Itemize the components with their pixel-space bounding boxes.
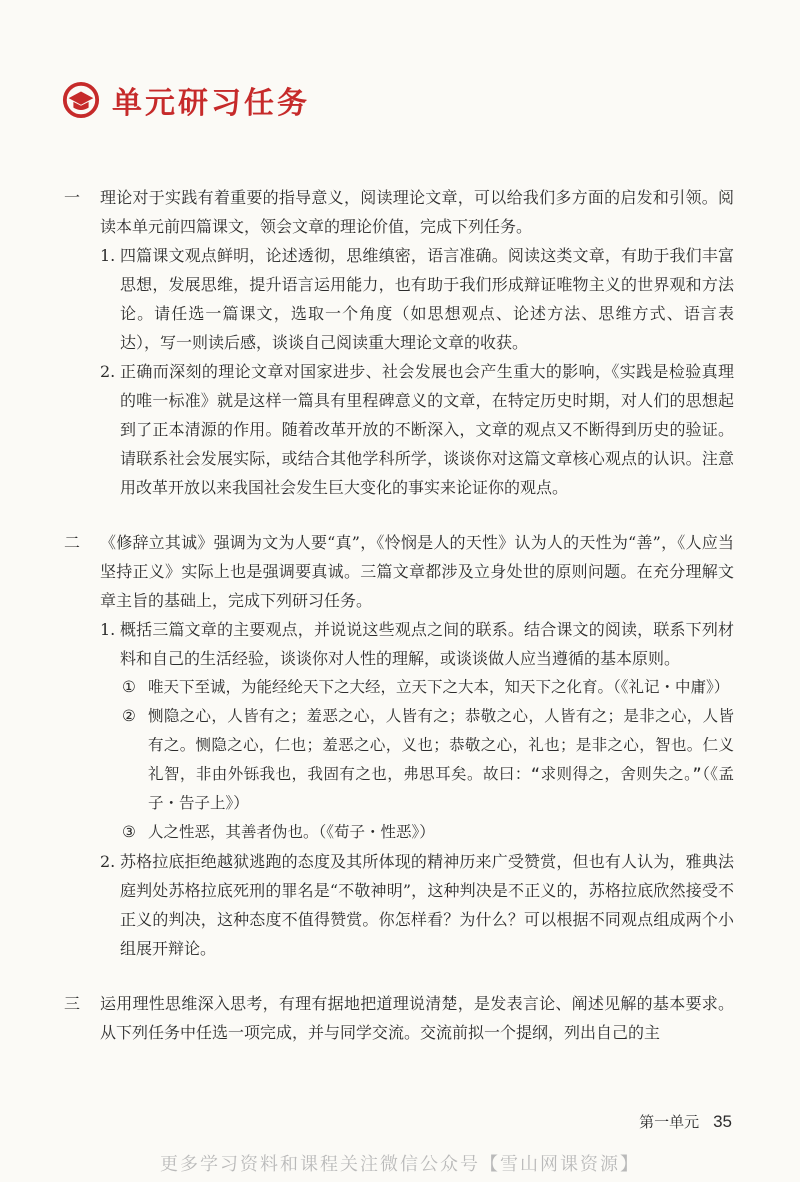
page-title: 单元研习任务 <box>112 86 310 121</box>
section-one <box>64 183 734 502</box>
graduation-cap-icon <box>62 81 100 119</box>
page-footer <box>639 1111 732 1132</box>
section-number: 二 <box>64 533 81 552</box>
item-number: 2. <box>100 362 116 381</box>
quote-number: ② <box>122 707 136 725</box>
unit-label: 第一单元 <box>639 1113 700 1131</box>
quote-number: ③ <box>122 823 136 841</box>
quote-item <box>122 702 734 818</box>
quote-number: ① <box>122 678 136 696</box>
task-item <box>100 241 734 357</box>
quote-text: 唯天下至诚，为能经纶天下之大经，立天下之大本，知天下之化育。（《礼记・中庸》） <box>148 678 730 696</box>
item-text: 四篇课文观点鲜明，论述透彻，思维缜密，语言准确。阅读这类文章，有助于我们丰富思想，发展思维，提升语言运用能力，也有助于我们形成辩证唯物主义的世界观和方法论。请任选一篇课文，选取一个角度（如思想观点、论述方法、思维方式、语言表达），写一则读后感，谈谈自己阅读重大理论文章的收获。 <box>120 246 734 352</box>
item-number: 1. <box>100 246 116 265</box>
section-intro: 运用理性思维深入思考，有理有据地把道理说清楚，是发表言论、阐述见解的基本要求。从下列任务中任选一项完成，并与同学交流。交流前拟一个提纲，列出自己的主 <box>100 994 734 1042</box>
quote-item <box>122 818 734 847</box>
item-number: 1. <box>100 620 116 639</box>
item-number: 2. <box>100 852 116 871</box>
task-item <box>100 615 734 847</box>
quote-text: 恻隐之心，人皆有之；羞恶之心，人皆有之；恭敬之心，人皆有之；是非之心，人皆有之。恻隐之心，仁也；羞恶之心，义也；恭敬之心，礼也；是非之心，智也。仁义礼智，非由外铄我也，我固有之也，弗思耳矣。故曰：“求则得之，舍则失之。”（《孟子・告子上》） <box>148 707 734 812</box>
section-number: 一 <box>64 188 81 207</box>
task-content <box>64 183 734 1047</box>
page-header <box>62 78 310 122</box>
page-number: 35 <box>713 1112 732 1131</box>
section-two <box>64 528 734 963</box>
task-item <box>100 357 734 502</box>
item-text: 正确而深刻的理论文章对国家进步、社会发展也会产生重大的影响，《实践是检验真理的唯一标准》就是这样一篇具有里程碑意义的文章，在特定历史时期，对人们的思想起到了正本清源的作用。随着改革开放的不断深入，文章的观点又不断得到历史的验证。请联系社会发展实际，或结合其他学科所学，谈谈你对这篇文章核心观点的认识。注意用改革开放以来我国社会发生巨大变化的事实来论证你的观点。 <box>120 362 734 497</box>
quote-text: 人之性恶，其善者伪也。（《荀子・性恶》） <box>148 823 435 841</box>
section-intro: 理论对于实践有着重要的指导意义，阅读理论文章，可以给我们多方面的启发和引领。阅读本单元前四篇课文，领会文章的理论价值，完成下列任务。 <box>100 188 734 236</box>
item-text: 苏格拉底拒绝越狱逃跑的态度及其所体现的精神历来广受赞赏，但也有人认为，雅典法庭判处苏格拉底死刑的罪名是“不敬神明”，这种判决是不正义的，苏格拉底欣然接受不正义的判决，这种态度不值得赞赏。你怎样看？为什么？可以根据不同观点组成两个小组展开辩论。 <box>120 852 734 958</box>
watermark: 更多学习资料和课程关注微信公众号【雪山网课资源】 <box>160 1154 640 1175</box>
item-text: 概括三篇文章的主要观点，并说说这些观点之间的联系。结合课文的阅读，联系下列材料和自己的生活经验，谈谈你对人性的理解，或谈谈做人应当遵循的基本原则。 <box>120 620 734 668</box>
section-three <box>64 989 734 1047</box>
task-item <box>100 847 734 963</box>
quote-item <box>122 673 734 702</box>
section-number: 三 <box>64 994 81 1013</box>
section-intro: 《修辞立其诚》强调为文为人要“真”，《怜悯是人的天性》认为人的天性为“善”，《人应当坚持正义》实际上也是强调要真诚。三篇文章都涉及立身处世的原则问题。在充分理解文章主旨的基础上，完成下列研习任务。 <box>100 533 734 610</box>
